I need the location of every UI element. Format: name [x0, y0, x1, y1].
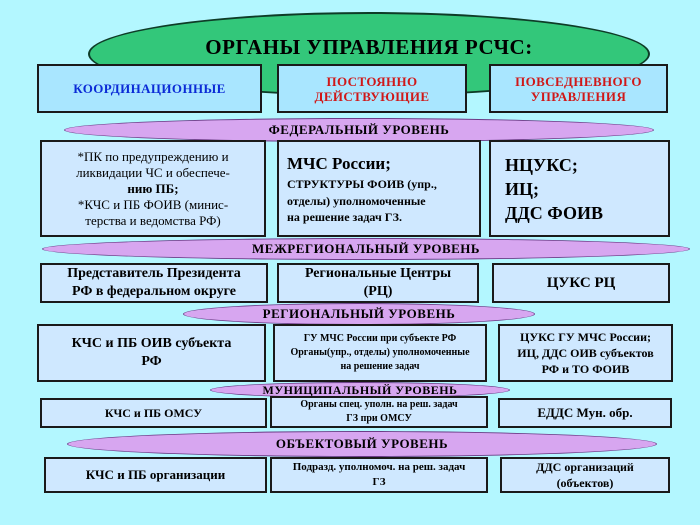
regional-daily-line2: ИЦ, ДДС ОИВ субъектов	[517, 346, 654, 360]
level-regional-label: РЕГИОНАЛЬНЫЙ УРОВЕНЬ	[262, 306, 456, 321]
federal-daily	[489, 140, 670, 237]
header-permanent-line2: ДЕЙСТВУЮЩИЕ	[314, 88, 430, 104]
municipal-daily	[498, 398, 672, 428]
level-federal	[64, 118, 654, 142]
municipal-coordinating	[40, 398, 267, 428]
object-permanent	[270, 457, 488, 493]
regional-daily-line3: РФ и ТО ФОИВ	[541, 362, 630, 376]
municipal-permanent	[270, 396, 488, 428]
object-permanent-line1: Подразд. уполномоч. на реш. задач	[292, 461, 466, 473]
level-federal-label: ФЕДЕРАЛЬНЫЙ УРОВЕНЬ	[268, 122, 450, 137]
interregional-coordinating-line2: РФ в федеральном округе	[72, 284, 236, 299]
interregional-permanent	[277, 263, 479, 303]
regional-daily	[498, 324, 673, 382]
federal-coordinating-line1: *ПК по предупреждению и	[77, 148, 229, 164]
federal-daily-line1: НЦУКС;	[505, 154, 578, 175]
interregional-daily	[492, 263, 670, 303]
object-coordinating	[44, 457, 267, 493]
federal-permanent	[277, 140, 481, 237]
federal-coordinating-line4: *КЧС и ПБ ФОИВ (минис-	[77, 196, 229, 212]
header-permanent-line1: ПОСТОЯННО	[326, 73, 418, 89]
federal-coordinating-line3: нию ПБ;	[127, 180, 179, 196]
regional-coordinating-line2: РФ	[141, 354, 162, 369]
municipal-permanent-line1: Органы спец. уполн. на реш. задач	[300, 399, 458, 410]
regional-daily-line1: ЦУКС ГУ МЧС России;	[520, 330, 651, 344]
regional-permanent	[273, 324, 487, 382]
object-permanent-line2: ГЗ	[372, 476, 386, 488]
interregional-permanent-line1: Региональные Центры	[304, 266, 452, 281]
federal-coordinating-line2: ликвидации ЧС и обеспече-	[76, 164, 230, 180]
level-interregional-label: МЕЖРЕГИОНАЛЬНЫЙ УРОВЕНЬ	[252, 241, 480, 256]
object-daily-line1: ДДС организаций	[536, 460, 634, 474]
federal-permanent-line4: на решение задач ГЗ.	[287, 209, 402, 224]
federal-daily-line3: ДДС ФОИВ	[505, 202, 603, 223]
federal-coordinating-line5: терства и ведомства РФ)	[85, 212, 221, 228]
federal-permanent-line3: отделы) уполномоченные	[287, 193, 426, 208]
municipal-coordinating-label: КЧС и ПБ ОМСУ	[104, 405, 203, 420]
federal-permanent-line2: СТРУКТУРЫ ФОИВ (упр.,	[287, 176, 437, 191]
level-object-label: ОБЪЕКТОВЫЙ УРОВЕНЬ	[275, 436, 449, 451]
level-interregional	[42, 238, 690, 260]
regional-coordinating	[37, 324, 266, 382]
federal-coordinating	[40, 140, 266, 237]
federal-daily-line2: ИЦ;	[505, 178, 539, 199]
regional-coordinating-line1: КЧС и ПБ ОИВ субъекта	[71, 336, 232, 351]
header-daily-line1: ПОВСЕДНЕВНОГО	[515, 73, 642, 89]
level-object	[67, 431, 657, 457]
interregional-permanent-line2: (РЦ)	[363, 284, 393, 299]
object-daily-line2: (объектов)	[556, 476, 614, 490]
page-title: ОРГАНЫ УПРАВЛЕНИЯ РСЧС:	[205, 34, 533, 59]
header-daily-line2: УПРАВЛЕНИЯ	[530, 88, 627, 104]
regional-permanent-line2: Органы(упр., отделы) уполномоченные	[290, 347, 470, 358]
regional-permanent-line1: ГУ МЧС России при субъекте РФ	[303, 333, 457, 344]
interregional-coordinating	[40, 263, 268, 303]
level-municipal-label: МУНИЦИПАЛЬНЫЙ УРОВЕНЬ	[262, 382, 458, 397]
object-coordinating-label: КЧС и ПБ организации	[85, 467, 226, 482]
federal-permanent-line1: МЧС России;	[287, 153, 391, 173]
header-coordinating	[37, 64, 262, 113]
municipal-permanent-line2: ГЗ при ОМСУ	[346, 413, 412, 424]
regional-permanent-line3: на решение задач	[340, 361, 420, 372]
level-regional	[183, 303, 535, 325]
header-daily	[489, 64, 668, 113]
interregional-coordinating-line1: Представитель Президента	[67, 266, 241, 281]
header-coordinating-label: КООРДИНАЦИОННЫЕ	[73, 81, 226, 96]
object-daily	[500, 457, 670, 493]
header-permanent	[277, 64, 467, 113]
interregional-daily-label: ЦУКС РЦ	[546, 274, 616, 291]
municipal-daily-label: ЕДДС Мун. обр.	[537, 405, 633, 420]
